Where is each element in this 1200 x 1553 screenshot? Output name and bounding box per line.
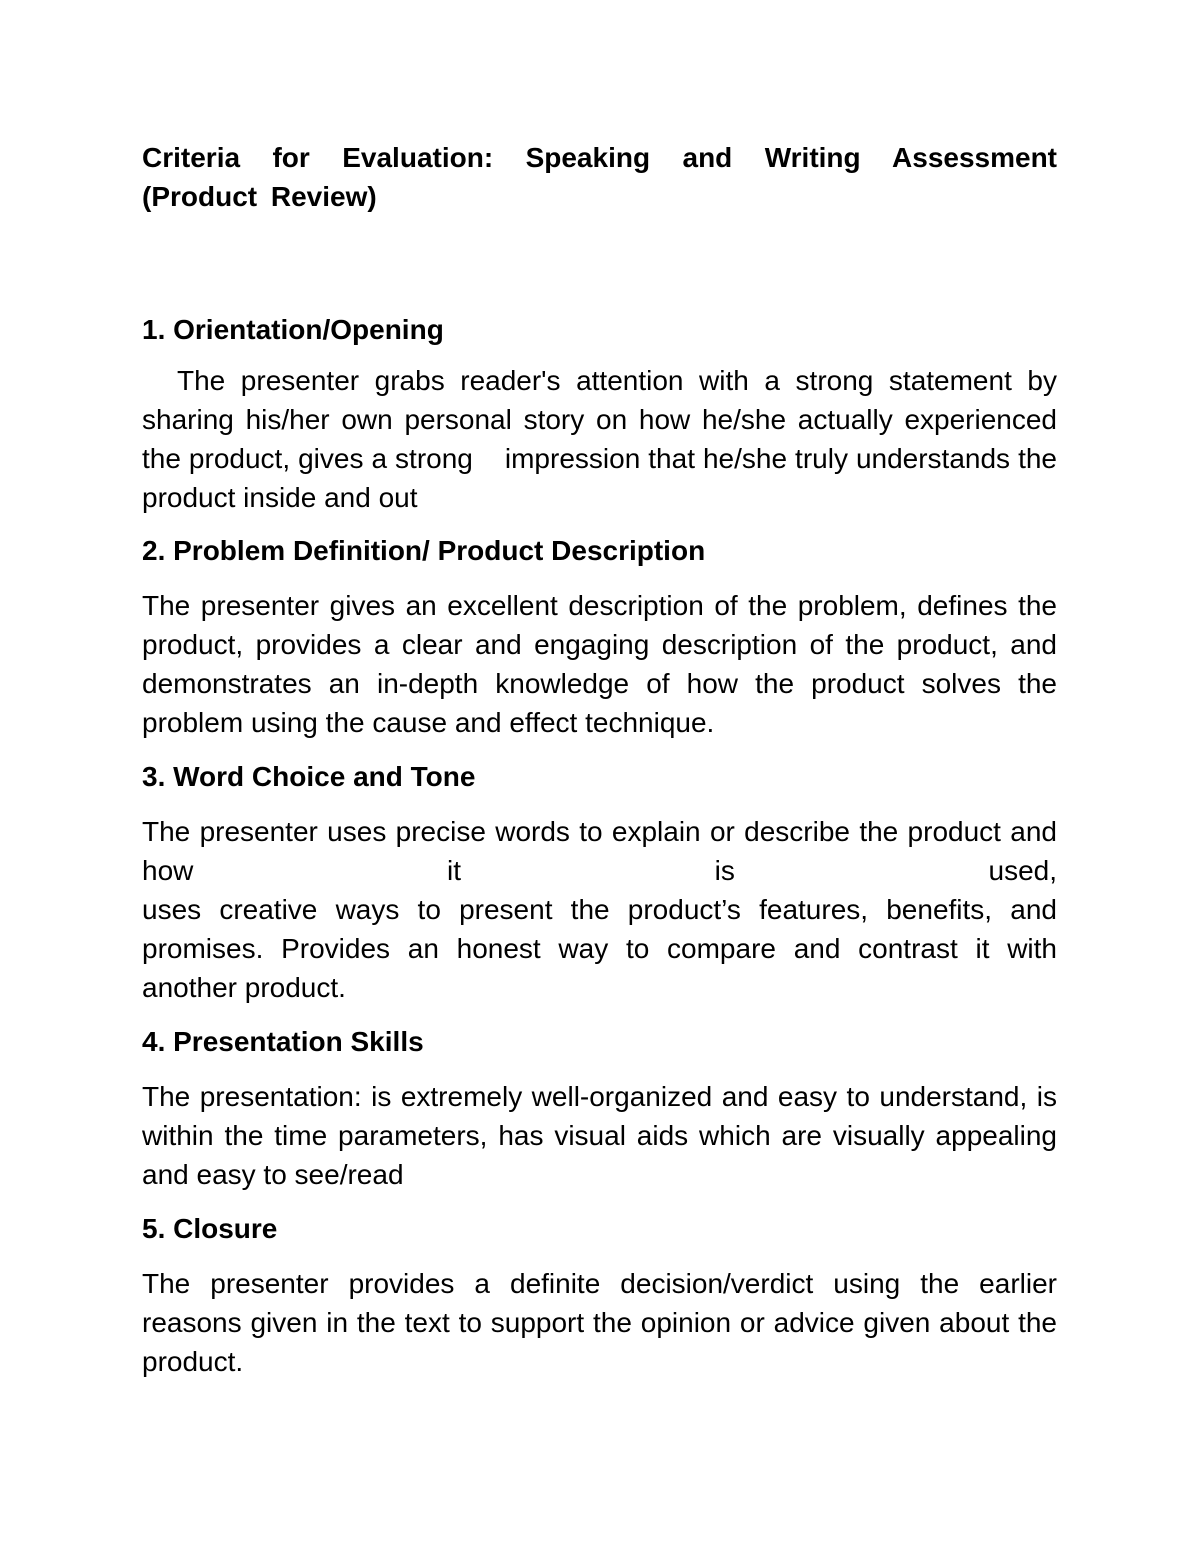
section-body: The presenter grabs reader's attention with a strong statement by sharing his/her own personal story on how he/she actually experienced the product, gives a strong impression that he/she truly understands the product inside and out [142,365,1065,513]
section-body: The presentation: is extremely well-organized and easy to understand, is within the time parameters, has visual aids which are visually appealing and easy to see/read [142,1081,1057,1190]
section-heading: 2. Problem Definition/ Product Description [142,535,706,566]
section-heading: 1. Orientation/Opening [142,314,444,345]
section-body-line: The presenter uses precise words to explain or describe the product and how it is used, [142,816,1057,886]
section-closure [142,1209,1057,1381]
section-word-choice-tone [142,757,1057,1007]
section-body [142,812,1057,1007]
section-orientation-opening [142,310,1065,517]
document-title: Criteria for Evaluation: Speaking and Writing Assessment (Product Review) [142,142,1057,212]
section-body: The presenter gives an excellent description of the problem, defines the product, provides a clear and engaging description of the product, and demonstrates an in-depth knowledge of how the product solves the problem using the cause and effect technique. [142,590,1057,738]
section-heading: 3. Word Choice and Tone [142,761,476,792]
section-problem-definition [142,531,1057,742]
document-content [142,138,1065,1381]
section-body-rest: uses creative ways to present the product’s features, benefits, and promises. Provides an honest way to compare and contrast it with another product. [142,894,1057,1003]
section-body: The presenter provides a definite decision/verdict using the earlier reasons given in the text to support the opinion or advice given about the product. [142,1268,1057,1377]
section-heading: 4. Presentation Skills [142,1026,424,1057]
section-heading: 5. Closure [142,1213,278,1244]
section-presentation-skills [142,1022,1057,1194]
